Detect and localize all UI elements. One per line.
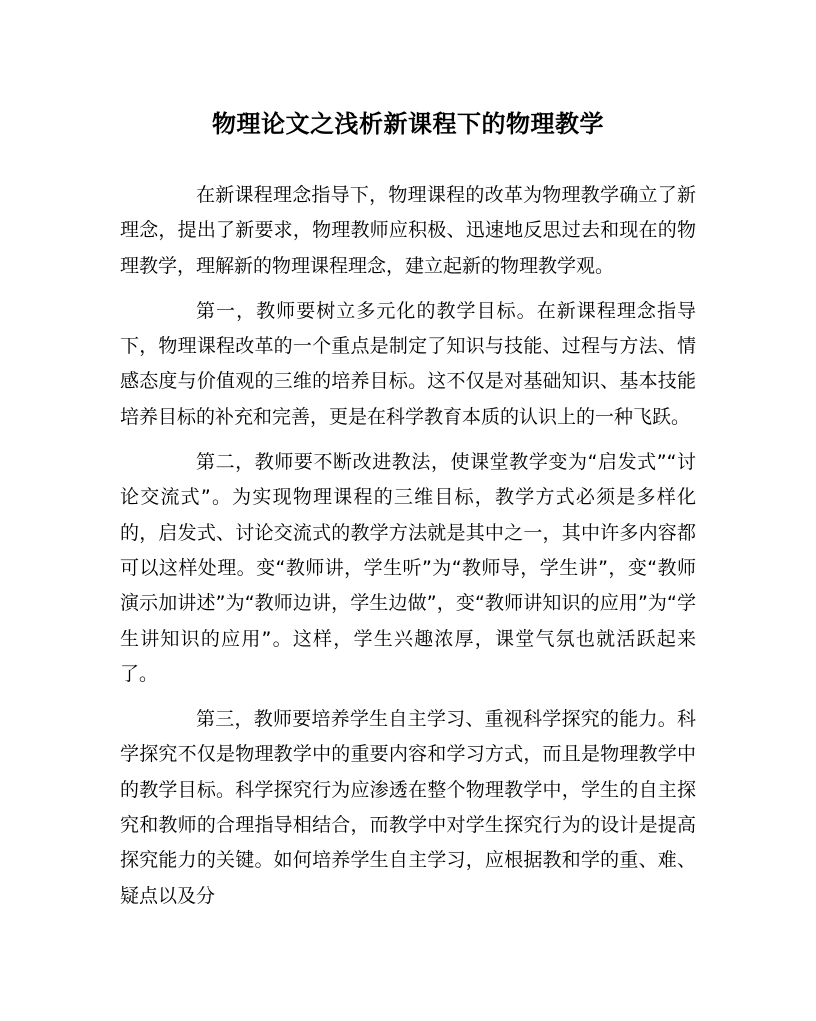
paragraph-third: 第三，教师要培养学生自主学习、重视科学探究的能力。科学探究不仅是物理教学中的重要内容和学习方式，而且是物理教学中的教学目标。科学探究行为应渗透在整个物理教学中，学生的自主探究和教师的合理指导相结合，而教学中对学生探究行为的设计是提高探究能力的关键。如何培养学生自主学习，应根据教和学的重、难、疑点以及分 <box>120 708 696 907</box>
paragraph-second: 第二，教师要不断改进教法，使课堂教学变为“启发式”“讨论交流式”。为实现物理课程的三维目标，教学方式必须是多样化的，启发式、讨论交流式的教学方法就是其中之一，其中许多内容都可以这样处理。变“教师讲，学生听”为“教师导，学生讲”，变“教师演示加讲述”为“教师边讲，学生边做”，变“教师讲知识的应用”为“学生讲知识的应用”。这样，学生兴趣浓厚，课堂气氛也就活跃起来了。 <box>120 451 696 685</box>
paragraph-intro: 在新课程理念指导下，物理课程的改革为物理教学确立了新理念，提出了新要求，物理教师应积极、迅速地反思过去和现在的物理教学，理解新的物理课程理念，建立起新的物理教学观。 <box>120 184 696 277</box>
paragraph-first: 第一，教师要树立多元化的教学目标。在新课程理念指导下，物理课程改革的一个重点是制定了知识与技能、过程与方法、情感态度与价值观的三维的培养目标。这不仅是对基础知识、基本技能培养目标的补充和完善，更是在科学教育本质的认识上的一种飞跃。 <box>120 299 696 428</box>
document-title: 物理论文之浅析新课程下的物理教学 <box>212 109 604 138</box>
document-body <box>120 178 696 924</box>
